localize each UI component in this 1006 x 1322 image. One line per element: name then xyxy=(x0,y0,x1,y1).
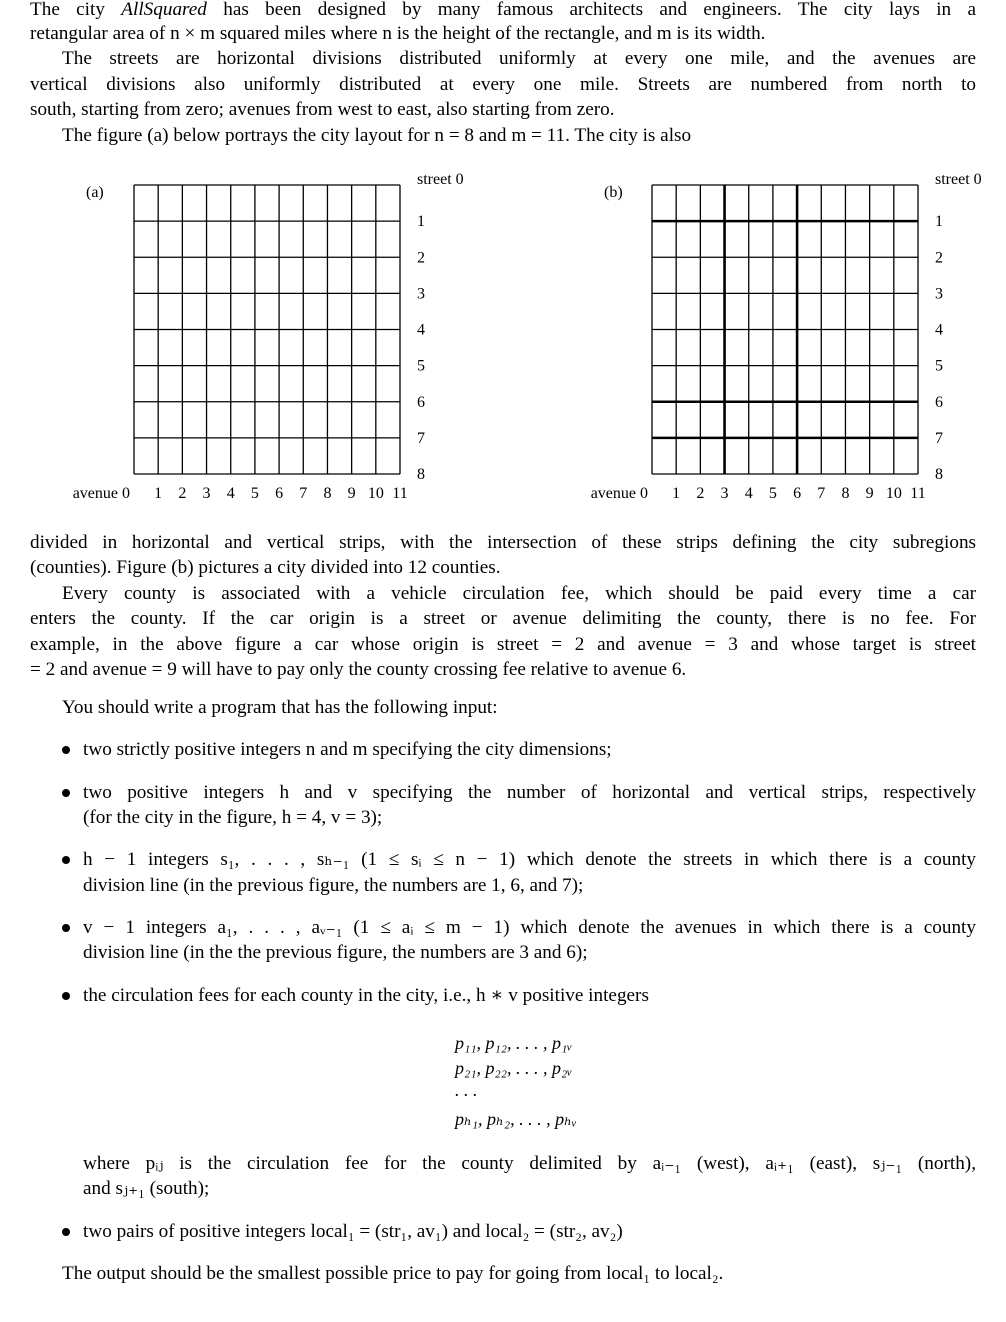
city-grid-a xyxy=(0,160,500,510)
paragraph-2-line-2: vertical divisions also uniformly distributed at every one mile. Streets are numbered from north to xyxy=(30,74,976,95)
avenue-label: 6 xyxy=(793,485,802,502)
figure-label: (a) xyxy=(86,184,104,201)
city-name: AllSquared xyxy=(121,0,207,20)
avenue-label: 8 xyxy=(841,485,850,502)
avenue-label: 8 xyxy=(323,485,332,502)
avenue-label: 2 xyxy=(178,485,187,502)
list-item-4-line-2: division line (in the the previous figure, the numbers are 3 and 6); xyxy=(83,942,588,963)
list-item-5-after-line-1: where pᵢⱼ is the circulation fee for the county delimited by aᵢ₋₁ (west), aᵢ₊₁ (east), sⱼ₋₁ (north), xyxy=(83,1153,976,1174)
street-label: street 0 xyxy=(417,171,464,188)
street-label: 5 xyxy=(417,357,425,375)
avenue-label: 9 xyxy=(865,485,874,502)
street-label: 2 xyxy=(417,249,425,267)
avenue-label: avenue 0 xyxy=(72,485,130,502)
avenue-label: 5 xyxy=(250,485,259,502)
avenue-label: 4 xyxy=(226,485,235,502)
figure-b xyxy=(518,160,1006,514)
paragraph-3-line-1: The figure (a) below portrays the city layout for n = 8 and m = 11. The city is also xyxy=(62,125,692,146)
text: has been designed by many famous architects and engineers. The city lays in a xyxy=(206,0,977,20)
figure-a xyxy=(0,160,500,514)
street-label: 3 xyxy=(935,285,943,303)
avenue-label: 2 xyxy=(696,485,705,502)
street-label: 4 xyxy=(417,321,425,339)
paragraph-5-line-4: = 2 and avenue = 9 will have to pay only the county crossing fee relative to avenue 6. xyxy=(30,659,687,680)
avenue-label: 1 xyxy=(672,485,681,502)
street-label: 1 xyxy=(417,213,425,231)
list-item-2-line-2: (for the city in the figure, h = 4, v = 3); xyxy=(83,807,383,828)
list-item-2-line-1: two positive integers h and v specifying the number of horizontal and vertical strips, respectively xyxy=(83,782,976,803)
street-label: 4 xyxy=(935,321,943,339)
avenue-label: 4 xyxy=(744,485,753,502)
fee-matrix-row-1: p₁₁, p₁₂, . . . , p₁ᵥ xyxy=(455,1033,573,1053)
street-label: street 0 xyxy=(935,171,982,188)
list-item-4-line-1: v − 1 integers a₁, . . . , aᵥ₋₁ (1 ≤ aᵢ ≤ m − 1) which denote the avenues in which there is a county xyxy=(83,917,976,938)
paragraph-4-line-1: divided in horizontal and vertical strips, with the intersection of these strips defining the city subregions xyxy=(30,532,976,553)
bullet-icon xyxy=(62,856,70,864)
avenue-label: 9 xyxy=(347,485,356,502)
paragraph-2-line-1: The streets are horizontal divisions distributed uniformly at every one mile, and the avenues are xyxy=(62,48,976,69)
bullet-icon xyxy=(62,746,70,754)
street-label: 3 xyxy=(417,285,425,303)
street-label: 7 xyxy=(935,429,943,447)
street-label: 5 xyxy=(935,357,943,375)
paragraph-5-line-2: enters the county. If the car origin is a street or avenue delimiting the county, there is no fee. For xyxy=(30,608,976,629)
street-label: 8 xyxy=(417,466,425,483)
paragraph-5-line-1: Every county is associated with a vehicle circulation fee, which should be paid every time a car xyxy=(62,583,976,604)
paragraph-2-line-3: south, starting from zero; avenues from west to east, also starting from zero. xyxy=(30,99,615,120)
street-label: 2 xyxy=(935,249,943,267)
fee-matrix-row-h: pₕ₁, pₕ₂, . . . , pₕᵥ xyxy=(455,1109,577,1129)
avenue-label: 6 xyxy=(275,485,284,502)
avenue-label: 3 xyxy=(202,485,211,502)
paragraph-5-line-3: example, in the above figure a car whose origin is street = 2 and avenue = 3 and whose target is street xyxy=(30,634,976,655)
bullet-icon xyxy=(62,1228,70,1236)
list-item-5-after-line-2: and sⱼ₊₁ (south); xyxy=(83,1178,210,1199)
paragraph-1-line-1 xyxy=(30,0,976,22)
list-item-5-line-1: the circulation fees for each county in the city, i.e., h ∗ v positive integers xyxy=(83,985,649,1006)
list-item-3-line-1: h − 1 integers s₁, . . . , sₕ₋₁ (1 ≤ sᵢ ≤ n − 1) which denote the streets in which there is a county xyxy=(83,849,976,870)
street-label: 6 xyxy=(935,393,943,411)
output-description: The output should be the smallest possible price to pay for going from local₁ to local₂. xyxy=(62,1263,724,1284)
city-grid-b xyxy=(518,160,1006,510)
list-item-3-line-2: division line (in the previous figure, the numbers are 1, 6, and 7); xyxy=(83,875,584,896)
street-label: 7 xyxy=(417,429,425,447)
text: The city xyxy=(30,0,122,20)
avenue-label: 11 xyxy=(910,485,926,502)
paragraph-1-line-2: retangular area of n × m squared miles where n is the height of the rectangle, and m is its width. xyxy=(30,23,766,44)
list-item-1-line-1: two strictly positive integers n and m specifying the city dimensions; xyxy=(83,739,612,760)
avenue-label: 7 xyxy=(817,485,826,502)
street-label: 1 xyxy=(935,213,943,231)
paragraph-6-line-1: You should write a program that has the following input: xyxy=(62,697,498,718)
avenue-label: 10 xyxy=(885,485,902,502)
figure-label: (b) xyxy=(604,184,623,201)
list-item-6-line-1: two pairs of positive integers local₁ = (str₁, av₁) and local₂ = (str₂, av₂) xyxy=(83,1221,623,1242)
avenue-label: 1 xyxy=(154,485,163,502)
avenue-label: 10 xyxy=(367,485,384,502)
bullet-icon xyxy=(62,992,70,1000)
avenue-label: 3 xyxy=(720,485,729,502)
street-label: 6 xyxy=(417,393,425,411)
street-label: 8 xyxy=(935,466,943,483)
fee-matrix-row-2: p₂₁, p₂₂, . . . , p₂ᵥ xyxy=(455,1058,573,1078)
fee-matrix-ellipsis: . . . xyxy=(455,1080,478,1100)
avenue-label: 5 xyxy=(768,485,777,502)
avenue-label: avenue 0 xyxy=(590,485,648,502)
avenue-label: 7 xyxy=(299,485,308,502)
paragraph-4-line-2: (counties). Figure (b) pictures a city divided into 12 counties. xyxy=(30,557,501,578)
avenue-label: 11 xyxy=(392,485,408,502)
bullet-icon xyxy=(62,789,70,797)
bullet-icon xyxy=(62,924,70,932)
